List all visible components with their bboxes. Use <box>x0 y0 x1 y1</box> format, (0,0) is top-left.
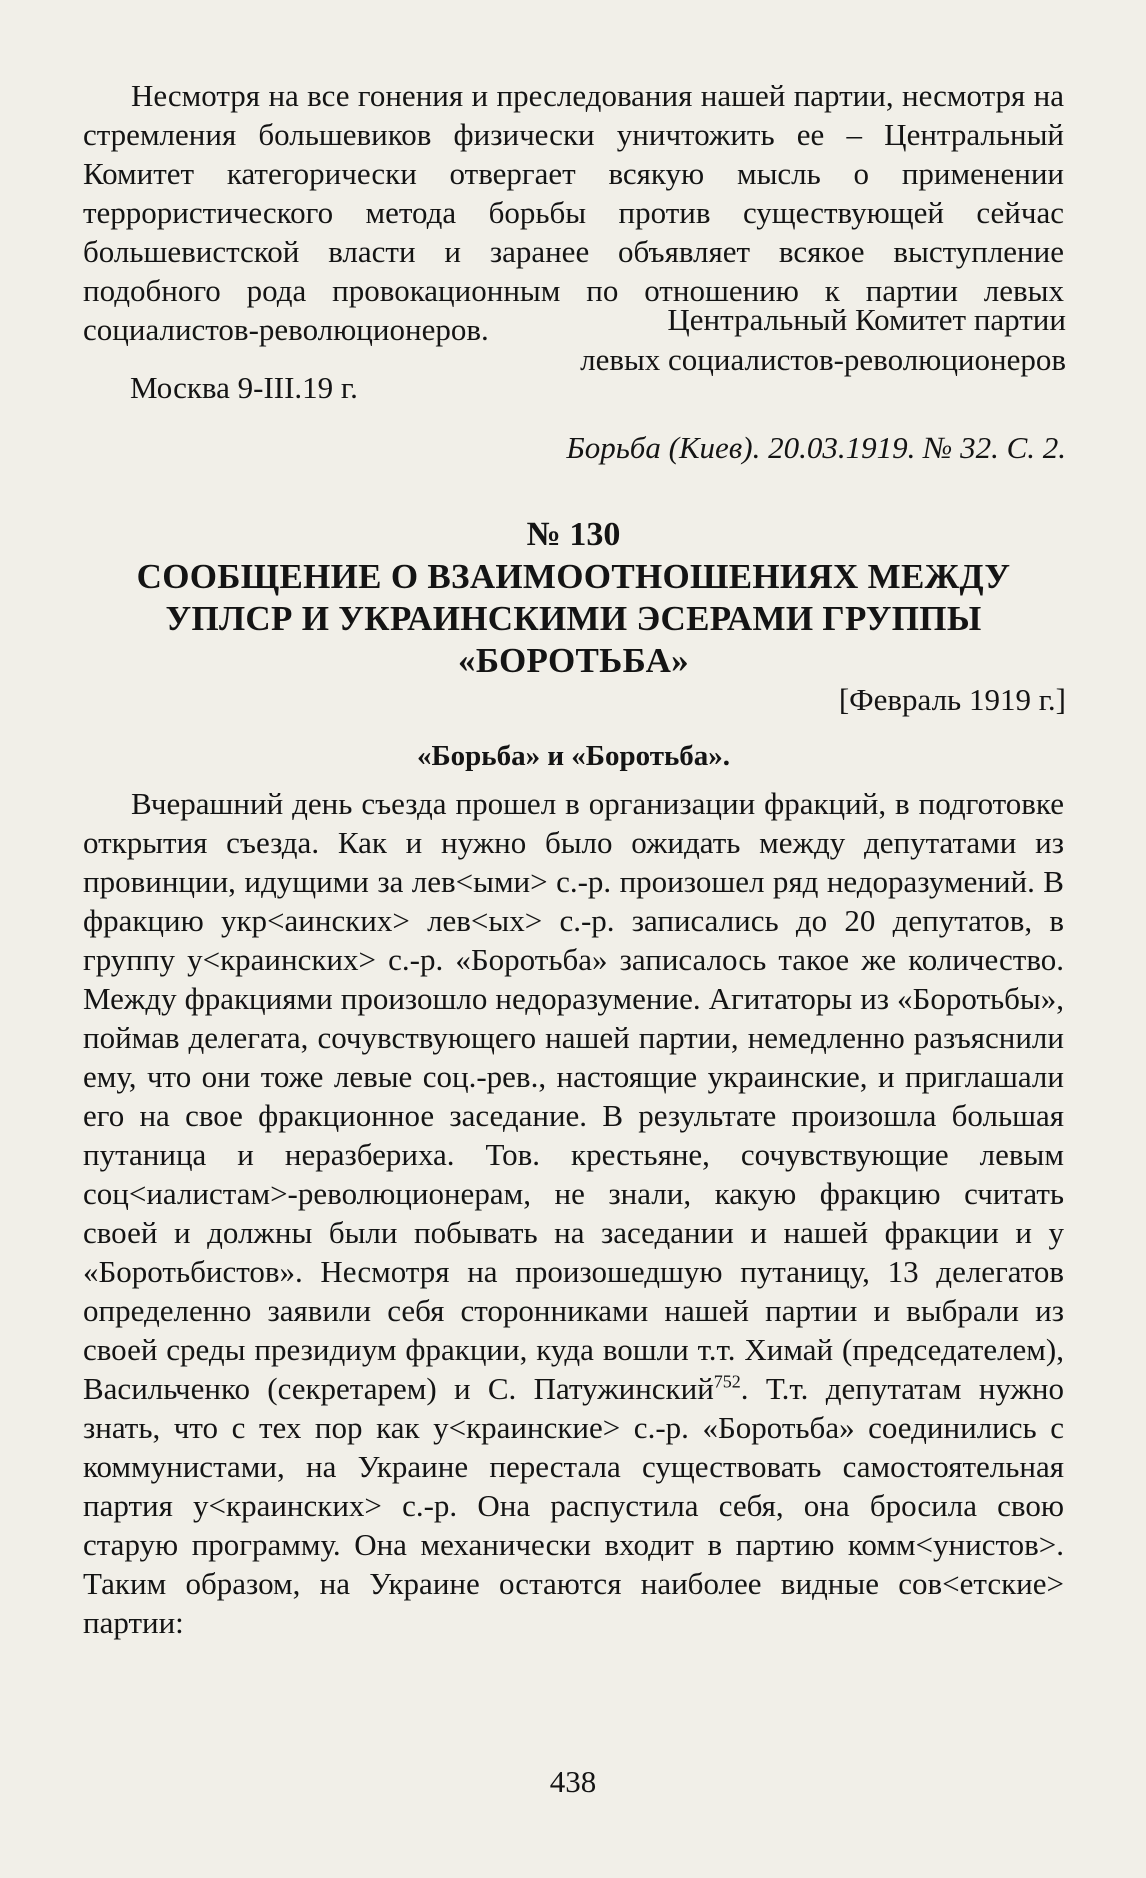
document-title-line-3: «БОРОТЬБА» <box>458 641 689 680</box>
paragraph-statement: Несмотря на все гонения и преследования нашей партии, несмотря на стремления большевиков физически уничтожить ее – Центральный Комитет категорически отвергает всякую мысль о применении террористического метода борьбы против существующей сейчас большевистской власти и заранее объявляет всякое выступление подобного рода провокационным по отношению к партии левых социалистов-революционеров. <box>83 78 1064 347</box>
paragraph-main-part-1: Вчерашний день съезда прошел в организации фракций, в подготовке открытия съезда. Как и нужно было ожидать между депутатами из провинции, идущими за лев<ыми> с.-р. произошел ряд недоразумений. В фракцию укр<аинских> лев<ых> с.-р. записались до 20 депутатов, в группу у<краинских> с.-р. «Боротьба» записалось такое же количество. Между фракциями произошло недоразумение. Агитаторы из «Боротьбы», поймав делегата, сочувствующего нашей партии, немедленно разъяснили ему, что они тоже левые соц.-рев., настоящие украинские, и приглашали его на свое фракционное заседание. В результате произошла большая путаница и неразбериха. Тов. крестьяне, сочувствующие левым соц<иалистам>-революционерам, не знали, какую фракцию считать своей и должны были побывать на заседании и нашей фракции и у «Боротьбистов». Несмотря на произошедшую путаницу, 13 делегатов определенно заявили себя сторонниками нашей партии и выбрали из своей среды президиум фракции, куда вошли т.т. Химай (председателем), Васильченко (секретарем) и С. Патужинский <box>83 786 1064 1406</box>
place-date: Москва 9-III.19 г. <box>130 370 358 405</box>
signature-line-2: левых социалистов-революционеров <box>580 342 1066 377</box>
document-title-line-1: СООБЩЕНИЕ О ВЗАИМООТНОШЕНИЯХ МЕЖДУ <box>136 557 1011 596</box>
article-subheading: «Борьба» и «Боротьба». <box>416 740 731 772</box>
document-title-line-2: УПЛСР И УКРАИНСКИМИ ЭСЕРАМИ ГРУППЫ <box>165 599 982 638</box>
paragraph-main-part-2: . Т.т. депутатам нужно знать, что с тех пор как у<краинские> с.-р. «Боротьба» соединились с коммунистами, на Украине перестала существовать самостоятельная партия у<краинских> с.-р. Она распустила себя, она бросила свою старую программу. Она механически входит в партию комм<унистов>. Таким образом, на Украине остаются наиболее видные сов<етские> партии: <box>83 1371 1065 1640</box>
signature-line-1: Центральный Комитет партии <box>667 302 1066 337</box>
source-citation: Борьба (Киев). 20.03.1919. № 32. С. 2. <box>566 430 1066 465</box>
document-number: № 130 <box>526 516 621 553</box>
document-date: [Февраль 1919 г.] <box>838 682 1066 717</box>
paragraph-main <box>83 784 1064 1642</box>
page-number: 438 <box>549 1764 597 1799</box>
footnote-reference: 752 <box>713 1371 741 1392</box>
